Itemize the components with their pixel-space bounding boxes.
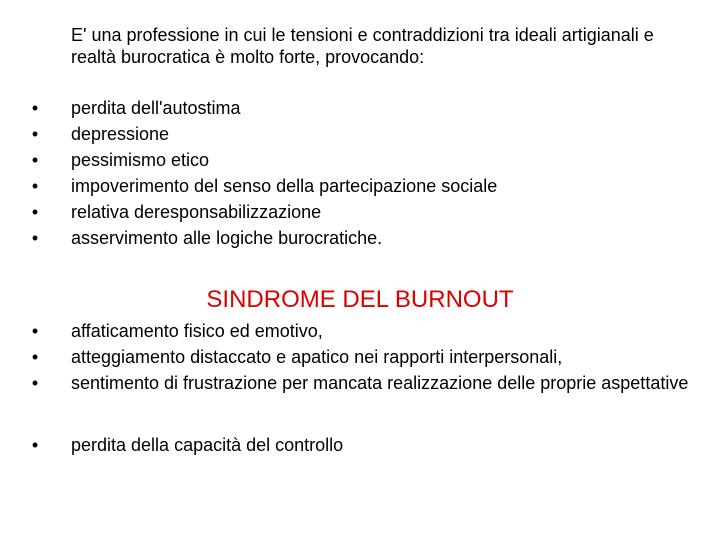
list-item-text: perdita dell'autostima	[71, 98, 241, 118]
list-item-text: pessimismo etico	[71, 150, 210, 170]
bullet-icon: •	[31, 321, 39, 341]
list-item-text: relativa deresponsabilizzazione	[71, 202, 322, 222]
bullet-icon: •	[31, 435, 39, 455]
list-item	[0, 173, 700, 199]
list-item	[0, 199, 700, 225]
list-item	[0, 121, 700, 147]
list-item-text: perdita della capacità del controllo	[71, 435, 344, 455]
consequences-list	[0, 95, 700, 251]
bullet-icon: •	[31, 228, 39, 248]
control-loss-list	[0, 432, 700, 458]
bullet-icon: •	[31, 124, 39, 144]
list-item	[0, 370, 700, 396]
list-item	[0, 318, 700, 344]
bullet-icon: •	[31, 176, 39, 196]
bullet-icon: •	[31, 150, 39, 170]
list-item-text: sentimento di frustrazione per mancata realizzazione delle proprie aspettative	[71, 373, 689, 393]
bullet-icon: •	[31, 202, 39, 222]
intro-text: E' una professione in cui le tensioni e contraddizioni tra ideali artigianali e realtà burocratica è molto forte, provocando:	[71, 25, 654, 67]
list-item-text: atteggiamento distaccato e apatico nei rapporti interpersonali,	[71, 347, 563, 367]
list-item	[0, 344, 700, 370]
list-item	[0, 95, 700, 121]
list-item	[0, 225, 700, 251]
bullet-icon: •	[31, 373, 39, 393]
list-item-text: impoverimento del senso della partecipazione sociale	[71, 176, 498, 196]
burnout-symptoms-list	[0, 318, 700, 396]
list-item-text: asservimento alle logiche burocratiche.	[71, 228, 383, 248]
list-item-text: depressione	[71, 124, 170, 144]
list-item	[0, 432, 700, 458]
list-item-text: affaticamento fisico ed emotivo,	[71, 321, 323, 341]
bullet-icon: •	[31, 347, 39, 367]
section-heading: SINDROME DEL BURNOUT	[206, 286, 514, 313]
list-item	[0, 147, 700, 173]
bullet-icon: •	[31, 98, 39, 118]
